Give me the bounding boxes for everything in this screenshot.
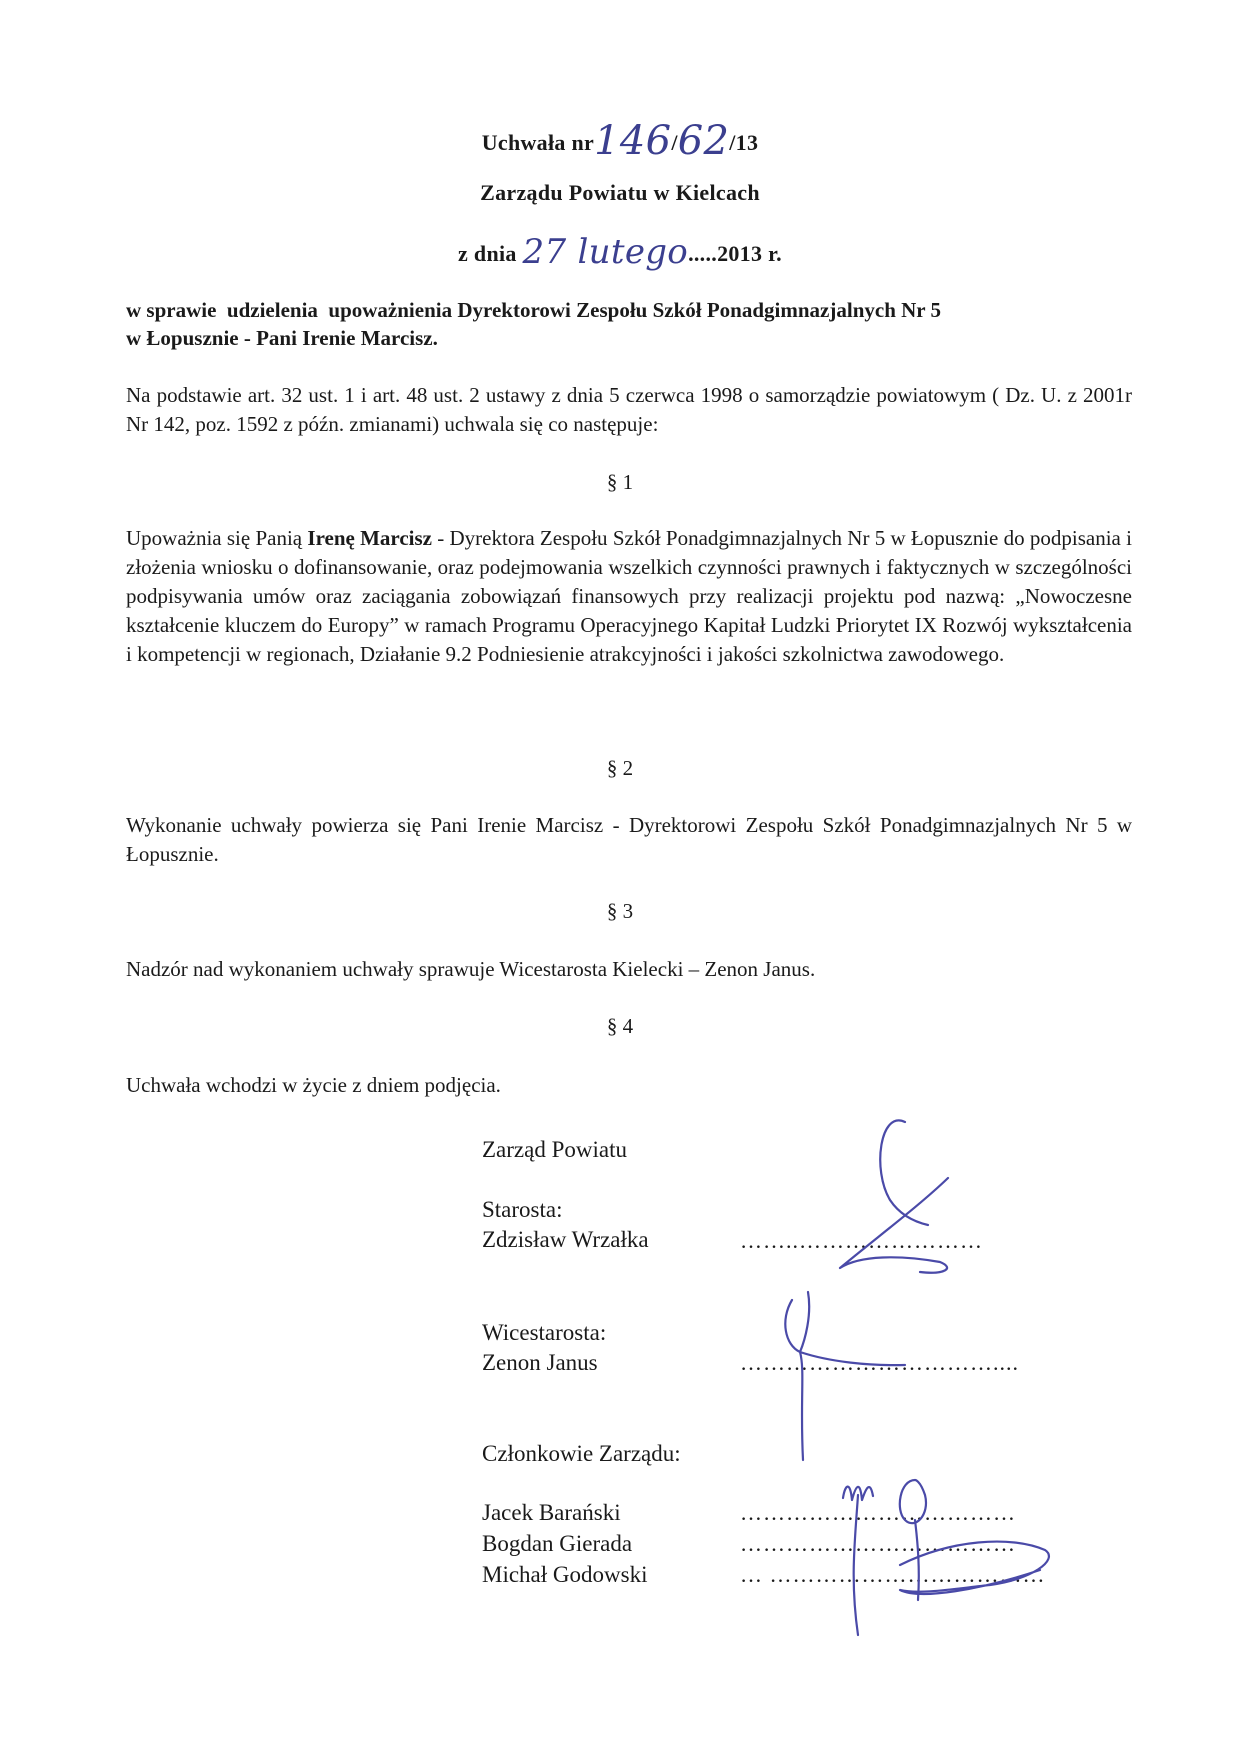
vice-starosta-name: Zenon Janus (482, 1350, 598, 1375)
board-name: Zarządu Powiatu w Kielcach (480, 180, 760, 205)
member-signature-line: … ……………………………… (740, 1562, 1046, 1587)
number-separator: / (671, 130, 678, 155)
members-label: Członkowie Zarządu: (482, 1441, 681, 1466)
vice-starosta-signature-line: …………………………….... (740, 1350, 1019, 1375)
section-3-text: Nadzór nad wykonaniem uchwały sprawuje Wicestarosta Kielecki – Zenon Janus. (126, 957, 816, 981)
board-title: Zarząd Powiatu (482, 1137, 627, 1162)
member-name: Jacek Barański (482, 1500, 621, 1525)
section-1-person-name: Irenę Marcisz (307, 526, 432, 550)
handwritten-number-1: 146 (594, 118, 672, 164)
section-1-text-before: Upoważnia się Panią (126, 526, 308, 550)
section-3-label: § 3 (606, 899, 634, 923)
section-4-text: Uchwała wchodzi w życie z dniem podjęcia. (126, 1073, 501, 1097)
date-suffix: .....2013 r. (688, 241, 782, 266)
handwritten-date: 27 lutego (522, 232, 689, 272)
member-signature-line: ……………………………… (740, 1531, 1016, 1556)
starosta-signature-line: ……..…………………… (740, 1228, 983, 1253)
date-prefix: z dnia (458, 241, 517, 266)
starosta-name: Zdzisław Wrzałka (482, 1227, 649, 1252)
section-4-label: § 4 (606, 1014, 634, 1038)
section-1-label: § 1 (606, 470, 634, 494)
member-name: Michał Godowski (482, 1562, 648, 1587)
title-prefix: Uchwała nr (481, 130, 595, 155)
subject-line-1: w sprawie udzielenia upoważnienia Dyrektorowi Zespołu Szkół Ponadgimnazjalnych Nr 5 (126, 298, 941, 322)
member-name: Bogdan Gierada (482, 1531, 633, 1556)
section-2-text: Wykonanie uchwały powierza się Pani Irenie Marcisz - Dyrektorowi Zespołu Szkół Ponadgimnazjalnych Nr 5 w Łopusznie. (126, 813, 1132, 866)
vice-starosta-signature (785, 1292, 905, 1460)
member-signature-line: ……………………………… (740, 1500, 1016, 1525)
section-2-label: § 2 (606, 756, 634, 780)
legal-basis: Na podstawie art. 32 ust. 1 i art. 48 ust. 2 ustawy z dnia 5 czerwca 1998 o samorządzie powiatowym ( Dz. U. z 2001r Nr 142, poz. 1592 z późn. zmianami) uchwala się co następuje: (126, 383, 1132, 436)
subject-line-2: w Łopusznie - Pani Irenie Marcisz. (126, 326, 438, 350)
starosta-label: Starosta: (482, 1197, 563, 1222)
section-1-text-after: - Dyrektora Zespołu Szkół Ponadgimnazjalnych Nr 5 w Łopusznie do podpisania i złożenia wniosku o dofinansowanie, oraz podejmowania wszelkich czynności prawnych i faktycznych w szczególności podpisywania umów oraz zaciągania zobowiązań finansowych przy realizacji projektu pod nazwą: „Nowoczesne kształcenie kluczem do Europy” w ramach Programu Operacyjnego Kapitał Ludzki Priorytet IX Rozwój wykształcenia i kompetencji w regionach, Działanie 9.2 Podniesienie atrakcyjności i jakości szkolnictwa zawodowego. (126, 526, 1132, 666)
resolution-date (0, 232, 1240, 272)
vice-starosta-label: Wicestarosta: (482, 1320, 607, 1345)
resolution-title (0, 118, 1240, 164)
handwritten-number-2: 62 (677, 118, 730, 164)
title-suffix: /13 (729, 130, 759, 155)
section-1-text (126, 524, 1132, 669)
subject (126, 296, 1132, 352)
